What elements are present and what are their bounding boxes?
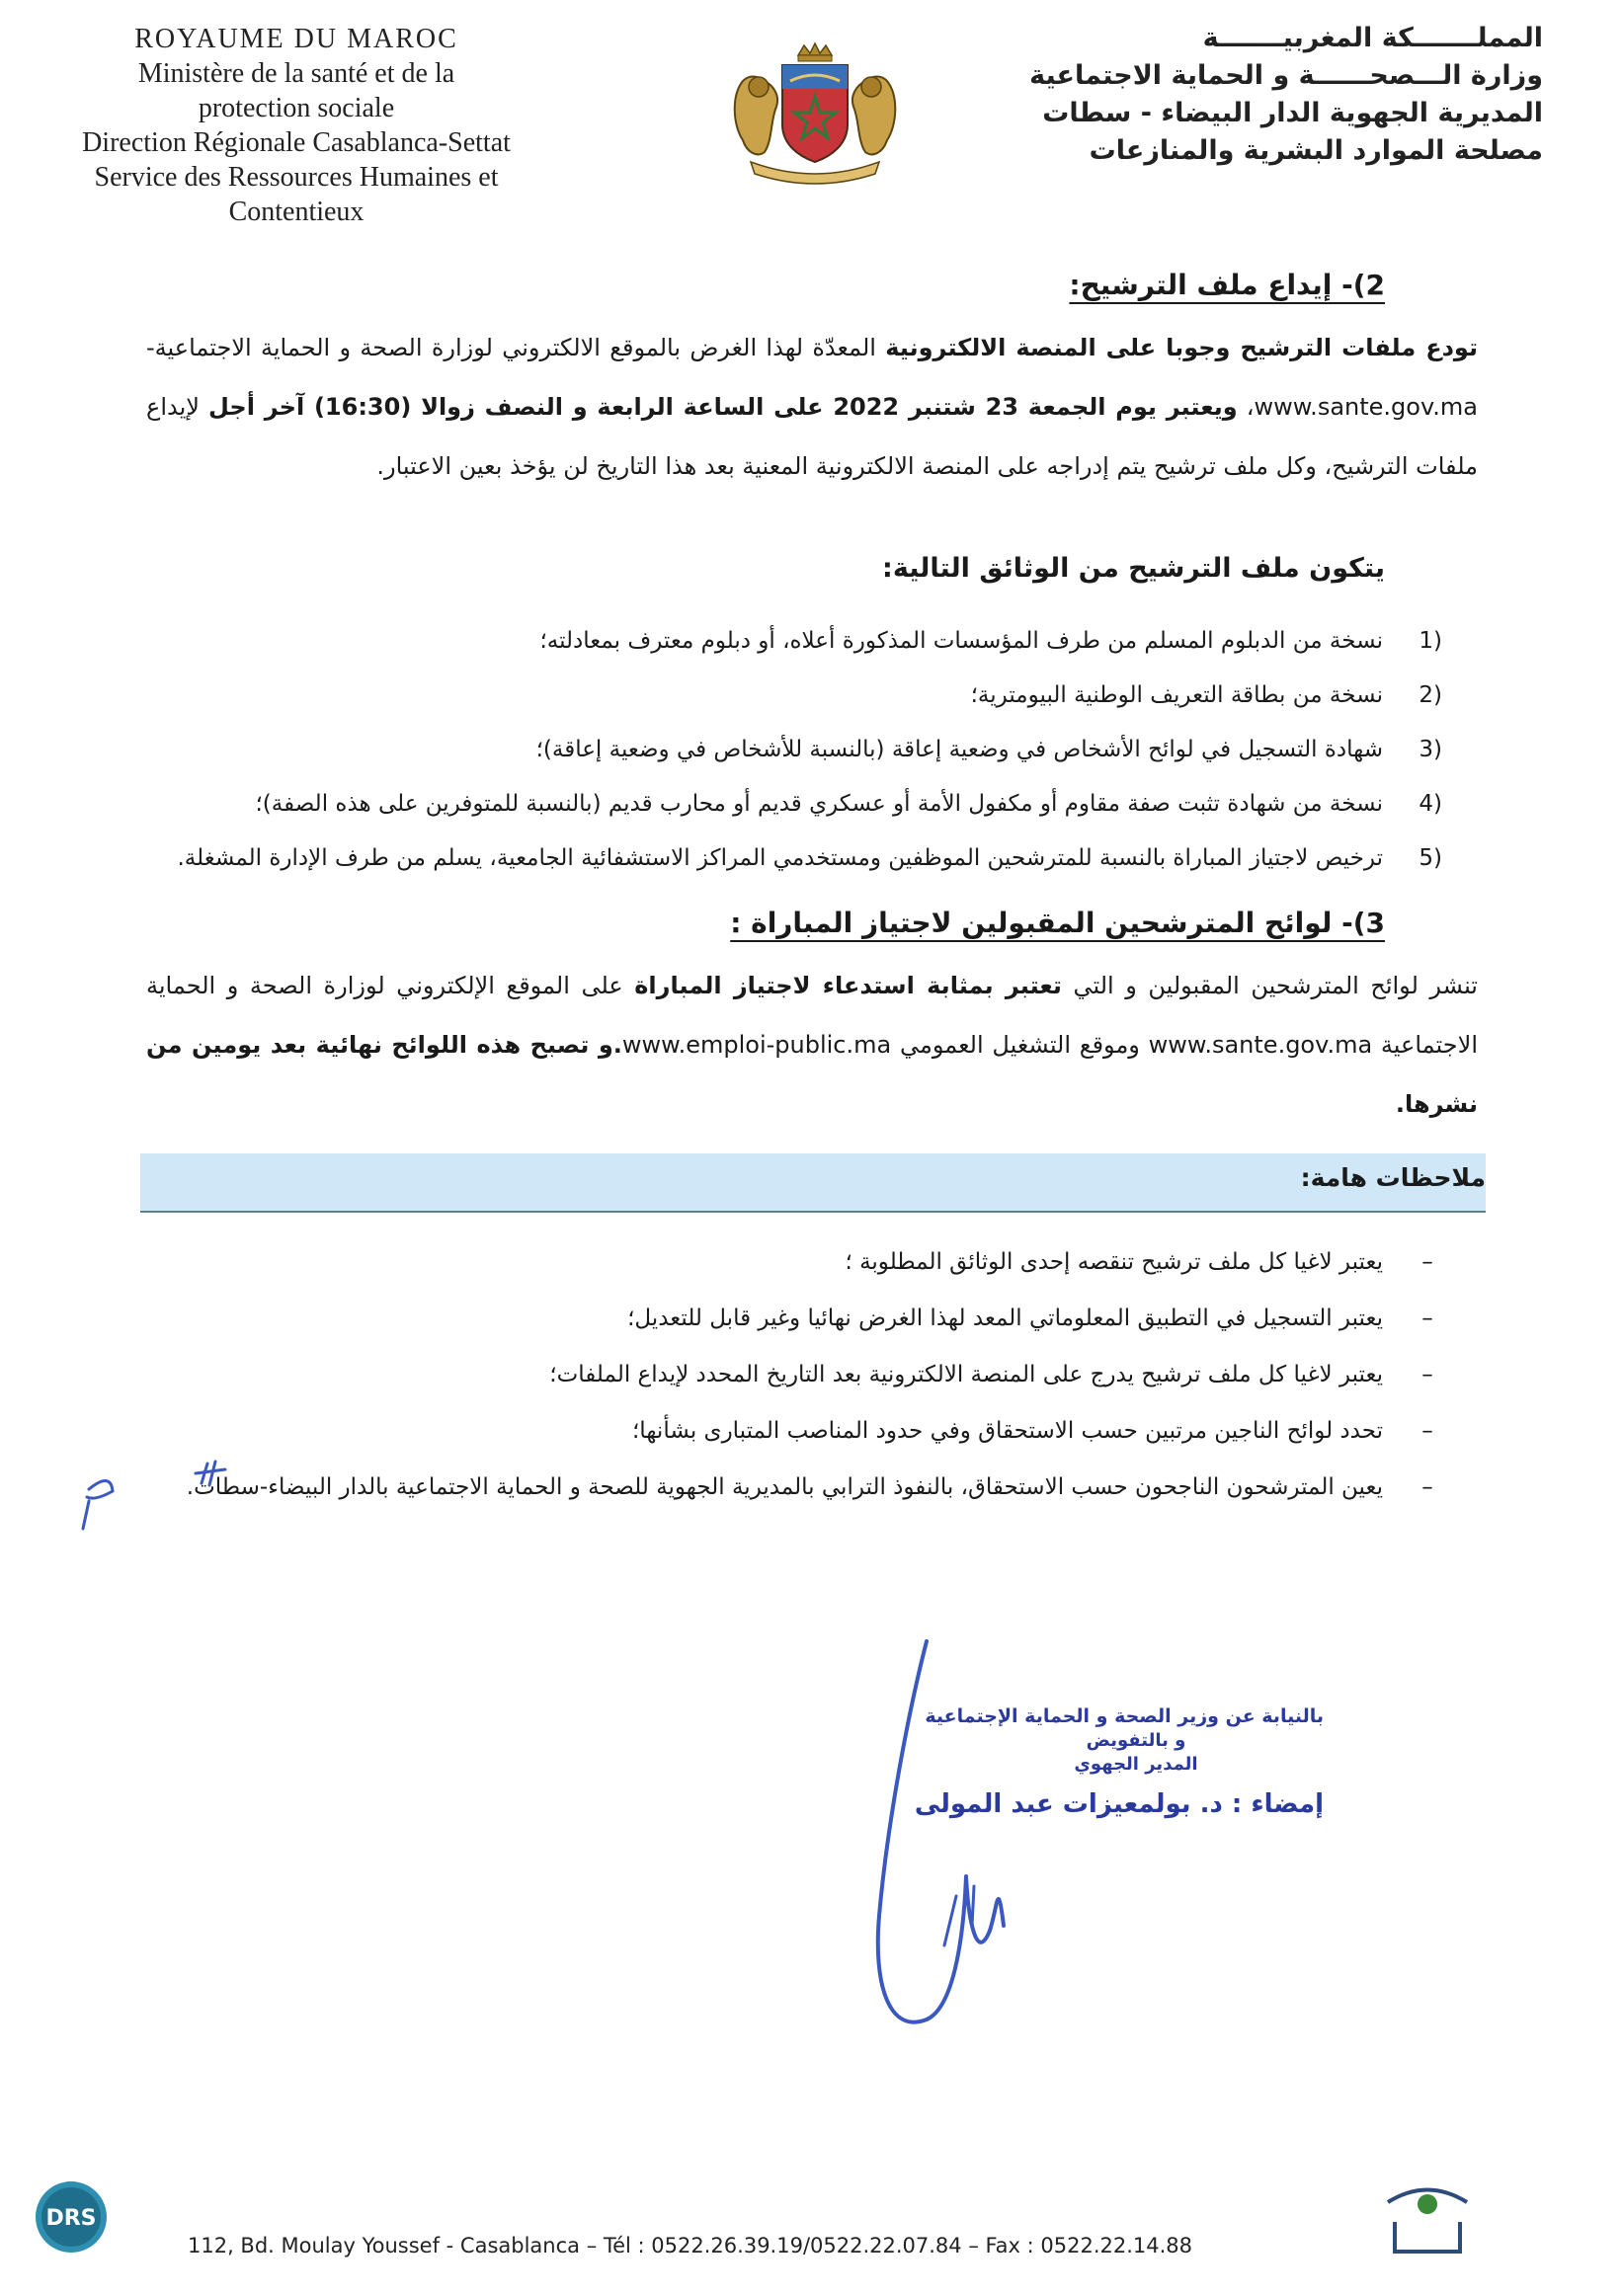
official-stamp <box>914 1703 1324 1826</box>
header-arabic <box>1029 20 1543 170</box>
header-fr-line: ROYAUME DU MAROC <box>134 24 458 54</box>
header-fr-line: Ministère de la santé et de la <box>137 58 455 89</box>
notes-header-bar <box>140 1153 1486 1213</box>
header-french <box>49 22 543 229</box>
header-fr-line: Direction Régionale Casablanca-Settat <box>82 127 511 158</box>
header-ar-line: وزارة الـــصحــــــة و الحماية الاجتماعية <box>1029 60 1543 91</box>
header-fr-line: Contentieux <box>228 197 365 227</box>
accepted-bold-1: تعتبر بمثابة استدعاء لاجتياز المباراة <box>634 972 1062 999</box>
stamp-signatory: إمضاء : د. بولمعيزات عبد المولى <box>914 1789 1324 1819</box>
header-ar-line: مصلحة الموارد البشرية والمنازعات <box>1089 135 1543 166</box>
section-title-accepted-lists: 3)- لوائح المترشحين المقبولين لاجتياز المباراة : <box>730 907 1385 939</box>
submission-text-1: المعدّة لهذا الغرض بالموقع الالكتروني لوزارة الصحة و الحماية الاجتماعية- <box>146 334 886 361</box>
dash-bullet: – <box>1421 1249 1433 1275</box>
list-item-text: ترخيص لاجتياز المباراة بالنسبة للمترشحين الموظفين ومستخدمي المراكز الاستشفائية الجامعية، يسلم من طرف الإدارة المشغلة. <box>177 845 1383 871</box>
note-text: يعتبر لاغيا كل ملف ترشيح يدرج على المنصة الالكترونية بعد التاريخ المحدد لإيداع الملفات؛ <box>549 1362 1383 1387</box>
notes-list <box>128 1234 1472 1516</box>
eye-logo-icon <box>1383 2173 1472 2261</box>
dash-bullet: – <box>1421 1362 1433 1387</box>
list-item-text: نسخة من الدبلوم المسلم من طرف المؤسسات المذكورة أعلاه، أو دبلوم معترف بمعادلته؛ <box>539 628 1383 654</box>
dash-bullet: – <box>1421 1418 1433 1444</box>
stamp-line: بالنيابة عن وزير الصحة و الحماية الإجتماعية <box>925 1705 1324 1727</box>
section-title-submission: 2)- إيداع ملف الترشيح: <box>1069 269 1385 301</box>
accepted-text-3: وموقع التشغيل العمومي <box>891 1031 1149 1059</box>
list-item-number: 3) <box>1419 737 1442 762</box>
submission-paragraph <box>146 318 1478 496</box>
list-item-number: 5) <box>1419 845 1442 871</box>
submission-deadline: ويعتبر يوم الجمعة 23 شتنبر 2022 على الساعة الرابعة و النصف زوالا (16:30) آخر أجل <box>208 393 1238 421</box>
header-ar-line: المملـــــــكة المغربيـــــــة <box>1202 23 1543 53</box>
list-item <box>128 723 1442 777</box>
documents-intro: يتكون ملف الترشيح من الوثائق التالية: <box>882 553 1385 584</box>
list-item-text: نسخة من بطاقة التعريف الوطنية البيومترية؛ <box>970 682 1383 708</box>
accepted-lists-paragraph <box>146 956 1478 1134</box>
accepted-bold-2: .و تصبح هذه اللوائح نهائية بعد يومين من نشرها. <box>146 1031 1478 1118</box>
list-item <box>128 1291 1472 1347</box>
header-fr-line: Service des Ressources Humaines et <box>94 162 499 193</box>
list-item <box>128 777 1442 831</box>
list-item-text: شهادة التسجيل في لوائح الأشخاص في وضعية إعاقة (بالنسبة للأشخاص في وضعية إعاقة)؛ <box>535 737 1383 762</box>
list-item-number: 4) <box>1419 791 1442 817</box>
signature-icon <box>850 1629 1106 2044</box>
drs-logo-icon <box>32 2177 111 2256</box>
note-text: تحدد لوائح الناجين مرتبين حسب الاستحقاق وفي حدود المناصب المتبارى بشأنها؛ <box>632 1418 1383 1444</box>
submission-text-2: ، <box>1237 393 1255 421</box>
list-item <box>128 831 1442 886</box>
submission-bold-1: تودع ملفات الترشيح وجوبا على المنصة الالكترونية <box>885 334 1478 361</box>
list-item-number: 1) <box>1419 628 1442 654</box>
drs-logo-text: DRS <box>45 2206 97 2231</box>
sante-url-link[interactable]: www.sante.gov.ma <box>1148 1031 1373 1059</box>
sante-url-link[interactable]: www.sante.gov.ma <box>1254 393 1479 421</box>
list-item <box>128 614 1442 669</box>
accepted-text-1: تنشر لوائح المترشحين المقبولين و التي <box>1061 972 1478 999</box>
list-item-text: نسخة من شهادة تثبت صفة مقاوم أو مكفول الأمة أو عسكري قديم أو محارب قديم (بالنسبة للمتوفرين على هذه الصفة)؛ <box>255 791 1383 817</box>
emploi-public-url-link[interactable]: www.emploi-public.ma <box>621 1031 892 1059</box>
handwritten-initials-icon <box>59 1452 277 1550</box>
header-ar-line: المديرية الجهوية الدار البيضاء - سطات <box>1042 98 1543 128</box>
dash-bullet: – <box>1421 1474 1433 1500</box>
note-text: يعتبر التسجيل في التطبيق المعلوماتي المعد لهذا الغرض نهائيا وغير قابل للتعديل؛ <box>627 1306 1383 1331</box>
list-item <box>128 669 1442 723</box>
list-item <box>128 1403 1472 1460</box>
submission-text-3: لإيداع ملفات الترشيح، وكل ملف ترشيح يتم إدراجه على المنصة الالكترونية المعنية بعد هذا التاريخ لن يؤخذ بعين الاعتبار. <box>146 393 1478 480</box>
note-text: يعين المترشحون الناجحون حسب الاستحقاق، بالنفوذ الترابي بالمديرية الجهوية للصحة و الحماية الاجتماعية بالدار البيضاء-سطات. <box>186 1474 1383 1500</box>
note-text: يعتبر لاغيا كل ملف ترشيح تنقصه إحدى الوثائق المطلوبة ؛ <box>845 1249 1383 1275</box>
stamp-line: المدير الجهوي <box>1074 1754 1198 1775</box>
coat-of-arms-icon <box>721 41 909 190</box>
notes-title: ملاحظات هامة: <box>1300 1163 1486 1192</box>
footer-address: 112, Bd. Moulay Youssef - Casablanca – Tél : 0522.26.39.19/0522.22.07.84 – Fax : 0522.22.14.88 <box>188 2234 1193 2257</box>
list-item-number: 2) <box>1419 682 1442 708</box>
header-fr-line: protection sociale <box>198 93 395 123</box>
stamp-line: و بالتفويض <box>1086 1730 1186 1751</box>
list-item <box>128 1234 1472 1291</box>
dash-bullet: – <box>1421 1306 1433 1331</box>
list-item <box>128 1460 1472 1516</box>
accepted-text-2: على الموقع الإلكتروني لوزارة الصحة و الحماية الاجتماعية <box>146 972 1478 1059</box>
documents-list <box>128 614 1442 886</box>
list-item <box>128 1347 1472 1403</box>
